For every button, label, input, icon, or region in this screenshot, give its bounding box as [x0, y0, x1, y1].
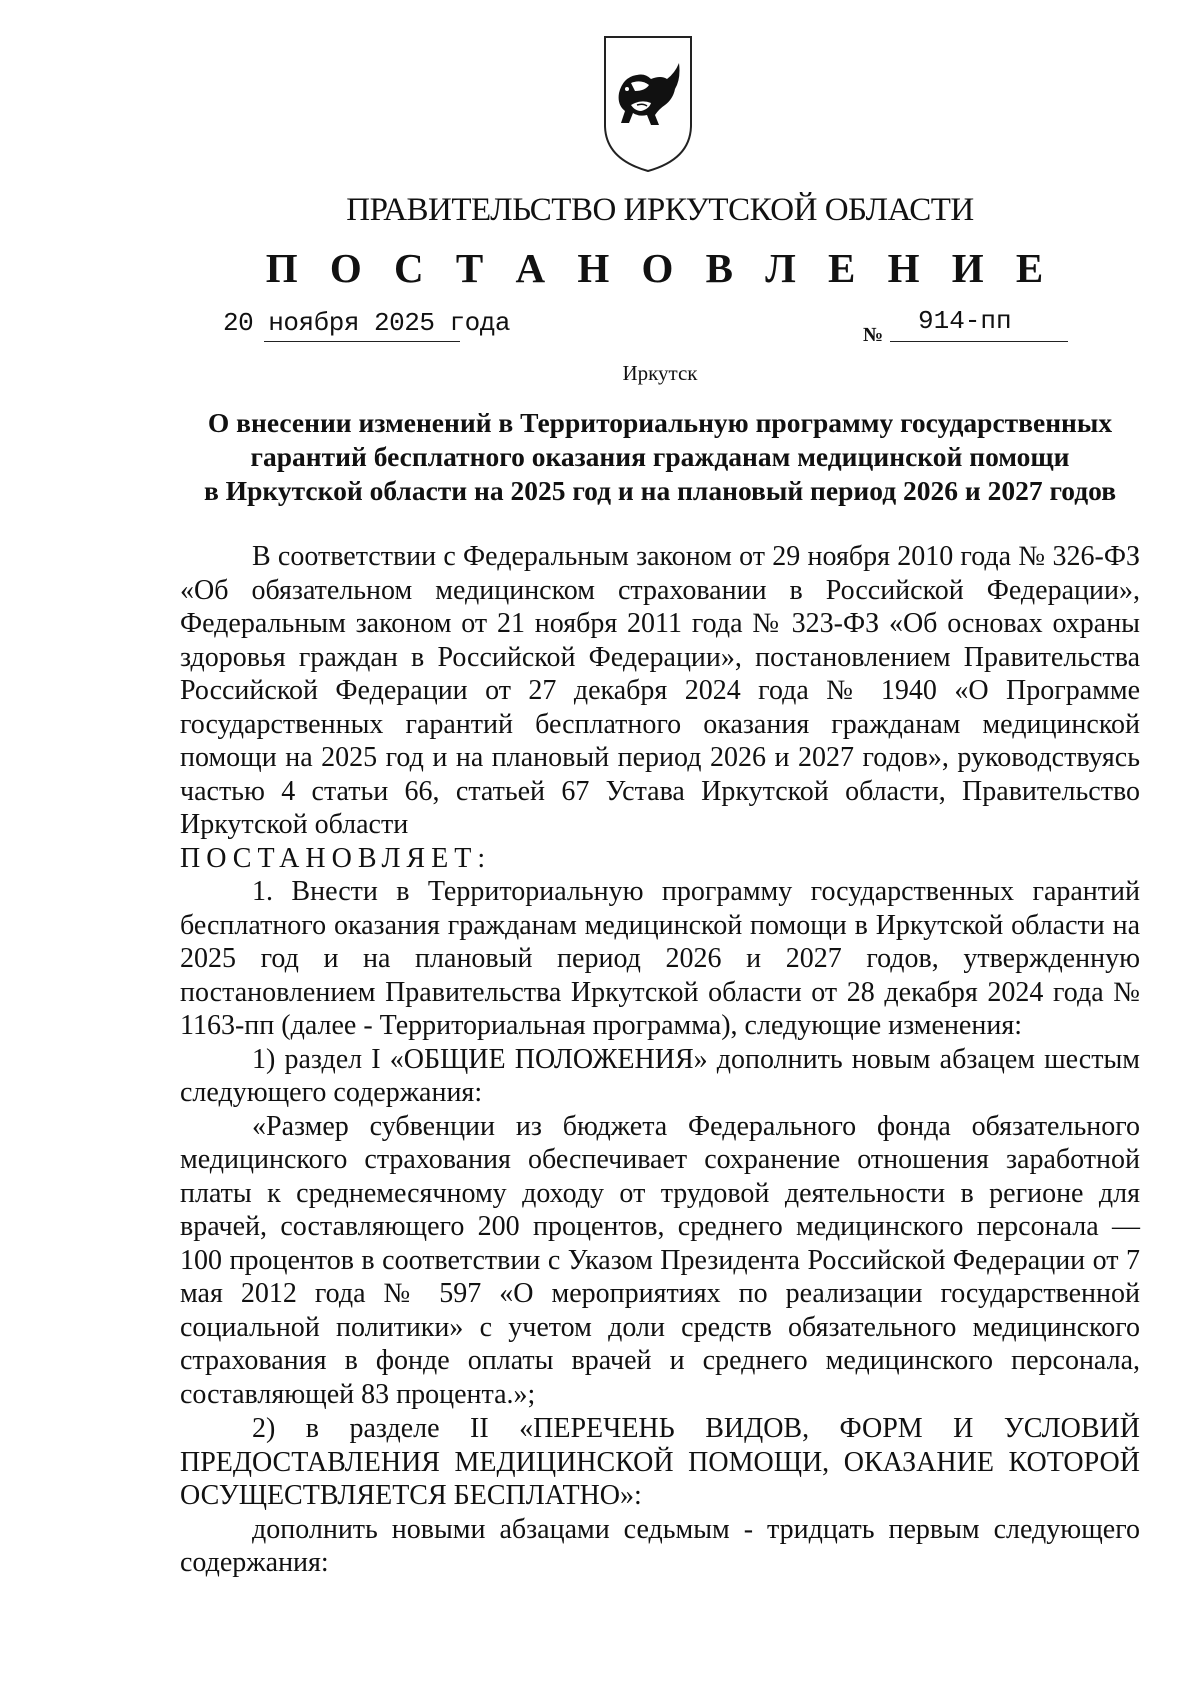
- document-type: П О С Т А Н О В Л Е Н И Е: [265, 245, 1055, 291]
- title-line: гарантий бесплатного оказания гражданам медицинской помощи: [250, 441, 1070, 472]
- organization-name: ПРАВИТЕЛЬСТВО ИРКУТСКОЙ ОБЛАСТИ: [346, 192, 974, 228]
- document-number: 914-пп: [918, 306, 1012, 336]
- document-body: [180, 540, 1140, 1580]
- resolves-heading: ПОСТАНОВЛЯЕТ:: [180, 842, 492, 874]
- paragraph-item-1-2: 2) в разделе II «ПЕРЕЧЕНЬ ВИДОВ, ФОРМ И УСЛОВИЙ ПРЕДОСТАВЛЕНИЯ МЕДИЦИНСКОЙ ПОМОЩИ, ОКАЗАНИЕ КОТОРОЙ ОСУЩЕСТВЛЯЕТСЯ БЕСПЛАТНО»:: [180, 1413, 1140, 1511]
- date-underline: [264, 341, 460, 342]
- coat-of-arms-emblem: [601, 33, 695, 175]
- paragraph-item-1-1: 1) раздел I «ОБЩИЕ ПОЛОЖЕНИЯ» дополнить новым абзацем шестым следующего содержания:: [180, 1043, 1140, 1108]
- title-line: в Иркутской области на 2025 год и на плановый период 2026 и 2027 годов: [203, 475, 1117, 506]
- number-sign: №: [863, 324, 884, 346]
- document-title: [180, 406, 1140, 508]
- paragraph-item-1-2-a: дополнить новыми абзацами седьмым - тридцать первым следующего содержания:: [180, 1513, 1140, 1578]
- document-date: 20 ноября 2025 года: [223, 308, 510, 338]
- paragraph-item-1: 1. Внести в Территориальную программу государственных гарантий бесплатного оказания гражданам медицинской помощи в Иркутской области на 2025 год и на плановый период 2026 и 2027 годов, утвержденную постановлением Правительства Иркутской области от 28 декабря 2024 года № 1163-пп (далее - Территориальная программа), следующие изменения:: [180, 876, 1140, 1041]
- title-line: О внесении изменений в Территориальную программу государственных: [207, 407, 1113, 438]
- city: Иркутск: [622, 361, 698, 385]
- number-underline: [890, 341, 1068, 342]
- quoted-paragraph: «Размер субвенции из бюджета Федерального фонда обязательного медицинского страхования обеспечивает сохранение отношения заработной платы к среднемесячному доходу от трудовой деятельности в регионе для врачей, составляющего 200 процентов, среднего медицинского персонала — 100 процентов в соответствии с Указом Президента Российской Федерации от 7 мая 2012 года № 597 «О мероприятиях по реализации государственной социальной политики» с учетом доли средств обязательного медицинского страхования в фонде оплаты врачей и среднего медицинского персонала, составляющей 83 процента.»;: [180, 1110, 1140, 1410]
- preamble-paragraph: В соответствии с Федеральным законом от 29 ноября 2010 года № 326-ФЗ «Об обязательном медицинском страховании в Российской Федерации», Федеральным законом от 21 ноября 2011 года № 323-ФЗ «Об основах охраны здоровья граждан в Российской Федерации», постановлением Правительства Российской Федерации от 27 декабря 2024 года № 1940 «О Программе государственных гарантий бесплатного оказания гражданам медицинской помощи на 2025 год и на плановый период 2026 и 2027 годов», руководствуясь частью 4 статьи 66, статьей 67 Устава Иркутской области, Правительство Иркутской области: [180, 541, 1140, 840]
